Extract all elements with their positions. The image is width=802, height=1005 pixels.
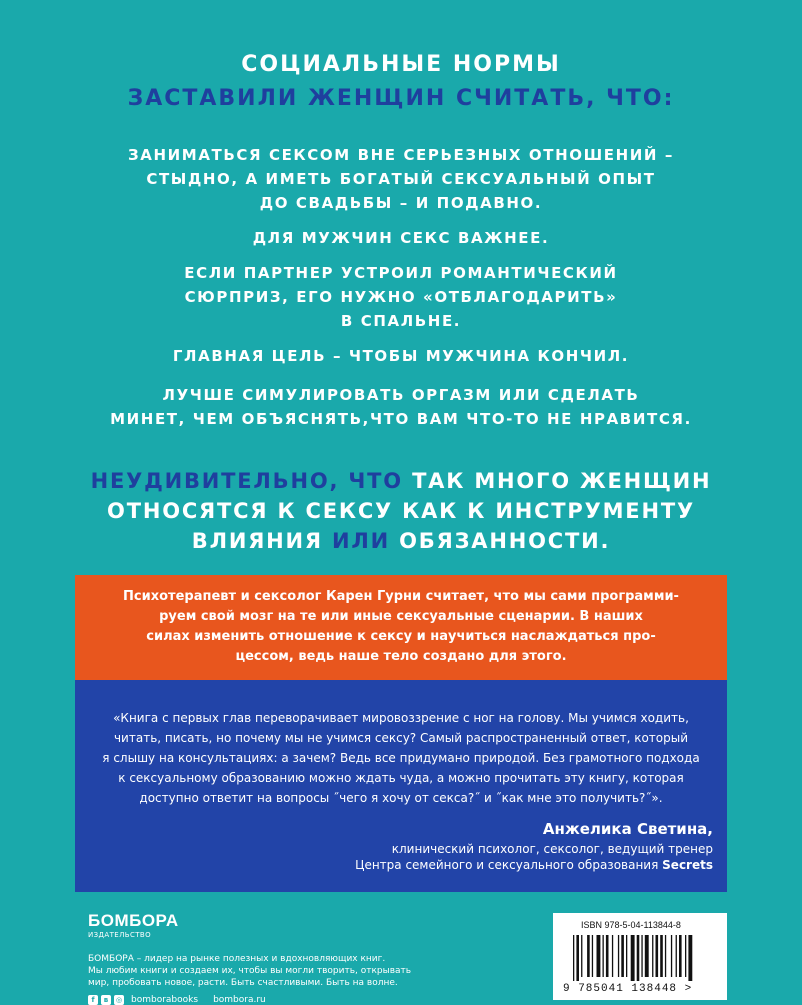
heading-line-1: СОЦИАЛЬНЫЕ НОРМЫ [241,52,561,77]
barcode-bar [665,935,666,977]
barcode-bar [645,935,649,977]
publisher-logo-subtitle: ИЗДАТЕЛЬСТВО [88,931,152,939]
barcode-bar [592,935,593,977]
quote-line: к сексуальному образованию можно ждать чуда, а можно прочитать эту книгу, которая [118,771,684,785]
barcode-bar [587,935,590,977]
barcode-bar [660,935,663,977]
barcode-bar [573,935,574,981]
barcode-bar [576,935,579,981]
facebook-icon[interactable]: f [88,995,98,1005]
vk-icon[interactable]: в [101,995,111,1005]
norm-4 [0,344,802,368]
publisher-text-line: Мы любим книги и создаем их, чтобы вы могли творить, открывать [88,966,412,976]
norm-line: ЕСЛИ ПАРТНЕР УСТРОИЛ РОМАНТИЧЕСКИЙ [184,264,618,282]
barcode-bars [573,935,709,981]
conclusion-line-2: ОТНОСЯТСЯ К СЕКСУ КАК К ИНСТРУМЕНТУ [107,499,695,523]
conclusion-line-3 [0,526,802,556]
publisher-text-line: мир, пробовать новое, расти. Быть счастливыми. Быть на волне. [88,978,398,988]
orange-box [75,575,727,680]
quote-line: «Книга с первых глав переворачивает мировоззрение с ног на голову. Мы учимся ходить, [113,711,689,725]
barcode-bar [626,935,627,977]
quote-box [75,680,727,892]
publisher-text-line: БОМБОРА – лидер на рынке полезных и вдохновляющих книг. [88,954,386,964]
norm-2 [0,226,802,250]
conclusion-white: ТАК МНОГО ЖЕНЩИН [412,469,712,493]
orange-line: Психотерапевт и сексолог Карен Гурни считает, что мы сами программи- [123,589,679,604]
barcode-bar [606,935,609,977]
barcode-bar [603,935,604,977]
publisher-description [88,953,412,989]
barcode-bar [621,935,624,977]
barcode-bar [679,935,682,977]
barcode [553,913,727,1000]
conclusion-word-a: ВЛИЯНИЯ [191,529,323,553]
quote-line: читать, писать, но почему мы не учимся сексу? Самый распространенный ответ, который [113,731,689,745]
quote-author-org [355,856,713,874]
orange-line: цессом, ведь наше тело создано для этого. [235,649,567,664]
barcode-bar [618,935,619,977]
barcode-bar [581,935,582,977]
norm-5 [0,383,802,431]
norm-line: ЗАНИМАТЬСЯ СЕКСОМ ВНЕ СЕРЬЕЗНЫХ ОТНОШЕНИЙ – [128,146,674,164]
norm-line: СТЫДНО, А ИМЕТЬ БОГАТЫЙ СЕКСУАЛЬНЫЙ ОПЫТ [146,170,656,188]
barcode-bar [671,935,672,977]
barcode-bar [612,935,613,977]
orange-line: руем свой мозг на те или иные сексуальные сценарии. В наших [159,609,643,624]
conclusion-word-c: ОБЯЗАННОСТИ. [399,529,611,553]
barcode-bar [597,935,601,977]
barcode-number: 9 785041 138448 > [563,983,693,995]
quote-author-role: клинический психолог, сексолог, ведущий тренер [391,842,713,856]
social-handle-link[interactable]: bomborabooks [131,995,199,1005]
norm-line: ЛУЧШЕ СИМУЛИРОВАТЬ ОРГАЗМ ИЛИ СДЕЛАТЬ [162,386,640,404]
conclusion [0,466,802,556]
barcode-bar [656,935,659,977]
barcode-bar [637,935,640,981]
barcode-bar [652,935,653,977]
norm-line: ГЛАВНАЯ ЦЕЛЬ – ЧТОБЫ МУЖЧИНА КОНЧИЛ. [172,347,630,365]
publisher-footer [88,911,412,1005]
conclusion-line-1 [0,466,802,496]
orange-line: силах изменить отношение к сексу и научиться наслаждаться про- [146,629,656,644]
conclusion-word-b: ИЛИ [332,529,391,553]
barcode-bar [631,935,635,981]
norm-line: СЮРПРИЗ, ЕГО НУЖНО «ОТБЛАГОДАРИТЬ» [184,288,618,306]
heading-line-2: ЗАСТАВИЛИ ЖЕНЩИН СЧИТАТЬ, ЧТО: [127,86,675,111]
org-name: Центра семейного и сексуального образования [355,858,659,872]
norm-1 [0,143,802,215]
quote-line: я слышу на консультациях: а зачем? Ведь все придумано природой. Без грамотного подхода [102,751,700,765]
norm-line: ДЛЯ МУЖЧИН СЕКС ВАЖНЕЕ. [252,229,550,247]
social-links [88,995,388,1005]
norm-line: В СПАЛЬНЕ. [340,312,462,330]
norm-line: МИНЕТ, ЧЕМ ОБЪЯСНЯТЬ,ЧТО ВАМ ЧТО-ТО НЕ НРАВИТСЯ. [110,410,692,428]
org-brand: Secrets [662,858,713,872]
conclusion-blue: НЕУДИВИТЕЛЬНО, ЧТО [90,469,403,493]
barcode-bar [688,935,692,981]
barcode-bar [676,935,677,977]
instagram-icon[interactable]: ◎ [115,996,123,1004]
quote-line: доступно ответит на вопросы ˝чего я хочу от секса?˝ и ˝как мне это получить?˝». [139,791,663,805]
publisher-logo: БОМБОРА [88,911,179,930]
isbn-text: ISBN 978-5-04-113844-8 [581,920,681,930]
barcode-bar [641,935,642,977]
quote-author: Анжелика Светина, [542,820,713,838]
norm-line: ДО СВАДЬБЫ – И ПОДАВНО. [259,194,543,212]
norm-3 [0,261,802,333]
barcode-bar [685,935,686,977]
site-link[interactable]: bombora.ru [213,995,266,1005]
